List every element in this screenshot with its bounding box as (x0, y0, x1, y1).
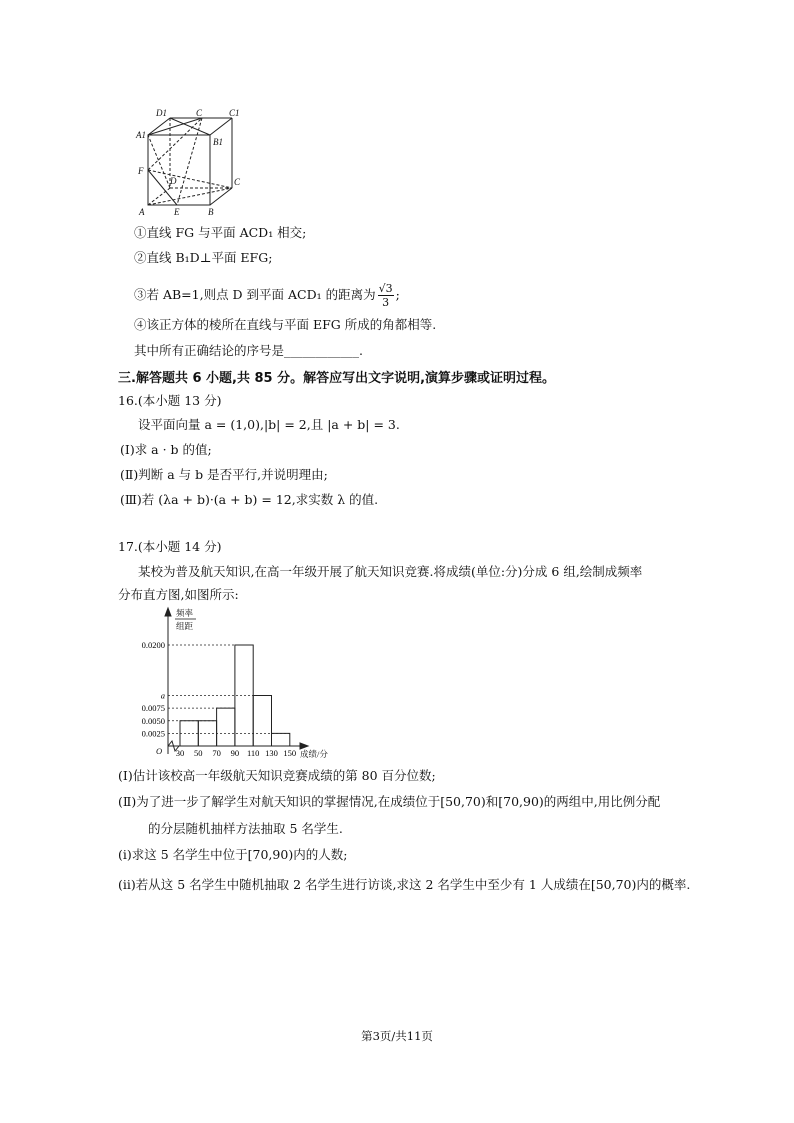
y-tick-label: 0.0050 (141, 715, 165, 726)
frequency-histogram (128, 604, 348, 764)
q16-given: 设平面向量 a = (1,0),|b| = 2,且 |a + b| = 3. (138, 417, 400, 432)
xlabel: 成绩/分 (300, 749, 328, 759)
q16-part-3: (Ⅲ)若 (λa + b)·(a + b) = 12,求实数 λ 的值. (120, 492, 379, 507)
q17-header: 17.(本小题 14 分) (118, 539, 222, 554)
section-heading: 三.解答题共 6 小题,共 85 分。解答应写出文字说明,演算步骤或证明过程。 (118, 371, 556, 386)
fraction-sqrt3-over-3 (378, 282, 394, 309)
q15-s3-text: ③若 AB=1,则点 D 到平面 ACD₁ 的距离为 (134, 287, 376, 302)
y-tick-label: 0.0025 (141, 728, 165, 739)
label-B: B (208, 207, 214, 217)
histogram-bar (217, 708, 235, 746)
q17-part-1: (Ⅰ)估计该校高一年级航天知识竞赛成绩的第 80 百分位数; (118, 768, 436, 783)
fraction-denominator: 3 (382, 296, 390, 309)
x-tick-label: 90 (230, 748, 240, 758)
label-A: A (139, 207, 145, 217)
cube-figure (132, 105, 247, 220)
label-C1: C1 (229, 108, 240, 118)
label-B1: B1 (213, 137, 223, 147)
y-tick-label: 0.0075 (141, 703, 165, 714)
q16-part-2: (Ⅱ)判断 a 与 b 是否平行,并说明理由; (120, 467, 328, 482)
y-axis-arrow (165, 608, 171, 616)
q17-part-2-line2: 的分层随机抽样方法抽取 5 名学生. (148, 821, 343, 836)
x-tick-label: 130 (265, 748, 278, 758)
x-tick-label: 70 (212, 748, 221, 758)
label-C: C (234, 177, 241, 187)
q15-s3-end: ; (395, 287, 400, 302)
label-D1: D1 (156, 108, 167, 118)
q17-intro-line2: 分布直方图,如图所示: (118, 587, 239, 602)
q17-part-2-line1: (Ⅱ)为了进一步了解学生对航天知识的掌握情况,在成绩位于[50,70)和[70,90)的两组中,用比例分配 (118, 794, 661, 809)
ylabel-denominator: 组距 (176, 621, 194, 631)
histogram-bar (272, 733, 290, 746)
q16-header: 16.(本小题 13 分) (118, 393, 222, 408)
x-tick-label: 30 (175, 748, 185, 758)
label-F: F (138, 166, 144, 176)
x-tick-label: 50 (194, 748, 203, 758)
q15-statement-2: ②直线 B₁D⊥平面 EFG; (134, 250, 273, 265)
q15-statement-3 (134, 282, 400, 309)
page-footer: 第3页/共11页 (361, 1029, 433, 1043)
label-D: D (170, 176, 177, 186)
label-G: C (196, 108, 203, 118)
q17-part-2-i: (i)求这 5 名学生中位于[70,90)内的人数; (118, 847, 348, 862)
origin-label: O (156, 746, 163, 756)
q15-statement-1: ①直线 FG 与平面 ACD₁ 相交; (134, 225, 307, 240)
x-tick-label: 110 (246, 748, 260, 758)
y-tick-label: a (160, 690, 165, 701)
q15-prompt: 其中所有正确结论的序号是____________. (134, 343, 363, 358)
histogram-bar (253, 696, 271, 747)
ylabel-numerator: 频率 (176, 608, 194, 618)
q17-part-2-ii: (ii)若从这 5 名学生中随机抽取 2 名学生进行访谈,求这 2 名学生中至少有 1 人成绩在[50,70)内的概率. (118, 877, 691, 892)
q17-intro-line1: 某校为普及航天知识,在高一年级开展了航天知识竞赛.将成绩(单位:分)分成 6 组,绘制成频率 (138, 564, 643, 579)
q15-statement-4: ④该正方体的棱所在直线与平面 EFG 所成的角都相等. (134, 317, 437, 332)
y-tick-label: 0.0200 (141, 640, 165, 650)
label-E: E (174, 207, 180, 217)
label-A1: A1 (136, 130, 146, 140)
q16-part-1: (Ⅰ)求 a · b 的值; (120, 442, 212, 457)
fraction-numerator: √3 (378, 282, 393, 295)
x-tick-label: 150 (283, 748, 297, 758)
